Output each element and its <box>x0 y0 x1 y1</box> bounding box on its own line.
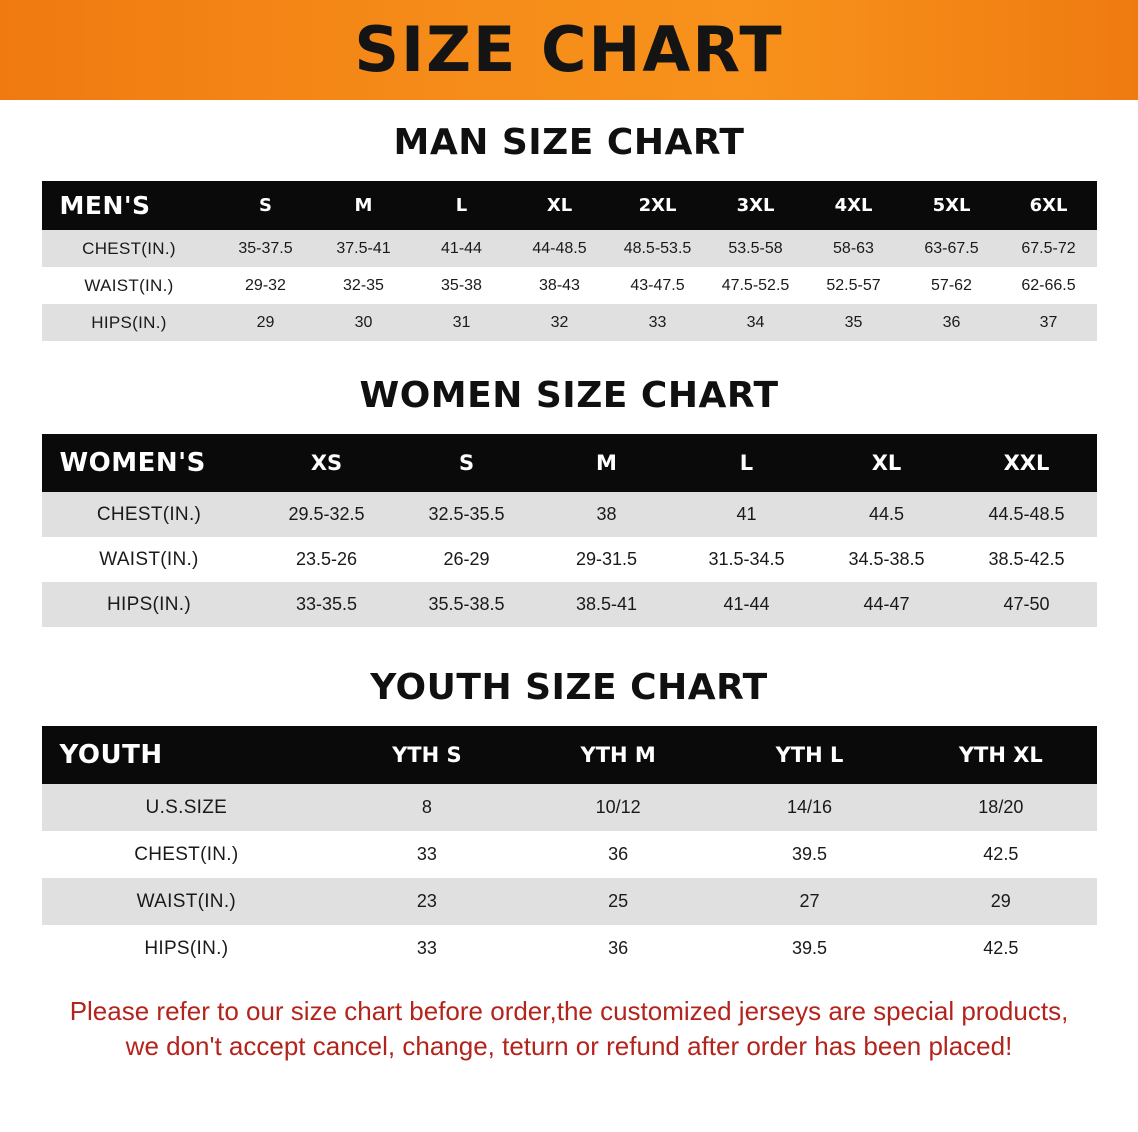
table-cell: 31.5-34.5 <box>677 537 817 582</box>
youth-header-cell: YOUTH <box>42 726 332 784</box>
man-header-cell: M <box>315 181 413 230</box>
table-row <box>42 878 1097 925</box>
table-cell: 35.5-38.5 <box>397 582 537 627</box>
table-cell: 39.5 <box>714 925 905 972</box>
table-cell: 33 <box>331 925 522 972</box>
policy-note <box>40 994 1098 1064</box>
page-title: SIZE CHART <box>354 13 784 86</box>
youth-header-cell: YTH S <box>331 726 522 784</box>
women-header-cell: L <box>677 434 817 492</box>
table-cell: 32 <box>511 304 609 341</box>
table-cell: 58-63 <box>805 230 903 267</box>
women-header-row <box>42 434 1097 492</box>
table-cell: 44-47 <box>817 582 957 627</box>
youth-header-cell: YTH XL <box>905 726 1096 784</box>
row-label: HIPS(IN.) <box>42 925 332 972</box>
table-cell: 33 <box>331 831 522 878</box>
table-cell: 44.5-48.5 <box>957 492 1097 537</box>
table-cell: 53.5-58 <box>707 230 805 267</box>
table-row <box>42 925 1097 972</box>
women-header-cell: M <box>537 434 677 492</box>
policy-note-line-2: we don't accept cancel, change, teturn or refund after order has been placed! <box>125 1031 1013 1062</box>
table-cell: 41 <box>677 492 817 537</box>
table-cell: 34 <box>707 304 805 341</box>
women-header-cell: XS <box>257 434 397 492</box>
table-row <box>42 267 1097 304</box>
man-size-table <box>42 181 1097 341</box>
women-header-cell: S <box>397 434 537 492</box>
table-cell: 14/16 <box>714 784 905 831</box>
table-row <box>42 582 1097 627</box>
row-label: HIPS(IN.) <box>42 582 257 627</box>
table-cell: 67.5-72 <box>1001 230 1097 267</box>
table-cell: 41-44 <box>677 582 817 627</box>
row-label: CHEST(IN.) <box>42 492 257 537</box>
table-cell: 44-48.5 <box>511 230 609 267</box>
man-header-cell: 3XL <box>707 181 805 230</box>
table-cell: 33 <box>609 304 707 341</box>
youth-header-cell: YTH M <box>523 726 714 784</box>
table-cell: 29.5-32.5 <box>257 492 397 537</box>
man-header-cell: 4XL <box>805 181 903 230</box>
table-row <box>42 492 1097 537</box>
table-cell: 29 <box>217 304 315 341</box>
table-cell: 42.5 <box>905 925 1096 972</box>
table-cell: 38.5-42.5 <box>957 537 1097 582</box>
table-cell: 31 <box>413 304 511 341</box>
table-cell: 39.5 <box>714 831 905 878</box>
table-cell: 23 <box>331 878 522 925</box>
page-banner <box>0 0 1138 100</box>
table-cell: 29-31.5 <box>537 537 677 582</box>
table-cell: 35-37.5 <box>217 230 315 267</box>
table-cell: 57-62 <box>903 267 1001 304</box>
table-cell: 42.5 <box>905 831 1096 878</box>
table-cell: 29-32 <box>217 267 315 304</box>
table-cell: 10/12 <box>523 784 714 831</box>
table-cell: 27 <box>714 878 905 925</box>
table-cell: 62-66.5 <box>1001 267 1097 304</box>
table-cell: 44.5 <box>817 492 957 537</box>
table-cell: 38.5-41 <box>537 582 677 627</box>
table-cell: 47-50 <box>957 582 1097 627</box>
man-header-row <box>42 181 1097 230</box>
table-cell: 35 <box>805 304 903 341</box>
women-section-title: WOMEN SIZE CHART <box>359 375 779 416</box>
man-header-cell: L <box>413 181 511 230</box>
table-cell: 48.5-53.5 <box>609 230 707 267</box>
row-label: HIPS(IN.) <box>42 304 217 341</box>
table-cell: 38 <box>537 492 677 537</box>
table-cell: 25 <box>523 878 714 925</box>
table-cell: 35-38 <box>413 267 511 304</box>
women-header-cell: WOMEN'S <box>42 434 257 492</box>
table-cell: 41-44 <box>413 230 511 267</box>
table-cell: 63-67.5 <box>903 230 1001 267</box>
table-cell: 29 <box>905 878 1096 925</box>
man-section-title: MAN SIZE CHART <box>393 122 745 163</box>
table-cell: 33-35.5 <box>257 582 397 627</box>
women-size-table <box>42 434 1097 627</box>
man-header-cell: S <box>217 181 315 230</box>
table-row <box>42 230 1097 267</box>
table-cell: 36 <box>523 925 714 972</box>
row-label: CHEST(IN.) <box>42 230 217 267</box>
row-label: CHEST(IN.) <box>42 831 332 878</box>
man-header-cell: 5XL <box>903 181 1001 230</box>
row-label: WAIST(IN.) <box>42 267 217 304</box>
row-label: WAIST(IN.) <box>42 537 257 582</box>
man-header-cell: XL <box>511 181 609 230</box>
women-header-cell: XXL <box>957 434 1097 492</box>
youth-header-row <box>42 726 1097 784</box>
table-row <box>42 304 1097 341</box>
table-row <box>42 784 1097 831</box>
youth-section-title: YOUTH SIZE CHART <box>370 667 768 708</box>
table-cell: 52.5-57 <box>805 267 903 304</box>
table-cell: 32-35 <box>315 267 413 304</box>
table-cell: 34.5-38.5 <box>817 537 957 582</box>
row-label: WAIST(IN.) <box>42 878 332 925</box>
table-cell: 37.5-41 <box>315 230 413 267</box>
man-header-cell: MEN'S <box>42 181 217 230</box>
table-cell: 38-43 <box>511 267 609 304</box>
women-header-cell: XL <box>817 434 957 492</box>
table-cell: 23.5-26 <box>257 537 397 582</box>
row-label: U.S.SIZE <box>42 784 332 831</box>
table-cell: 36 <box>523 831 714 878</box>
youth-header-cell: YTH L <box>714 726 905 784</box>
table-cell: 43-47.5 <box>609 267 707 304</box>
table-cell: 26-29 <box>397 537 537 582</box>
policy-note-line-1: Please refer to our size chart before order,the customized jerseys are special products, <box>69 996 1069 1026</box>
man-header-cell: 6XL <box>1001 181 1097 230</box>
table-cell: 36 <box>903 304 1001 341</box>
table-cell: 18/20 <box>905 784 1096 831</box>
youth-size-table <box>42 726 1097 972</box>
table-cell: 30 <box>315 304 413 341</box>
table-row <box>42 537 1097 582</box>
man-header-cell: 2XL <box>609 181 707 230</box>
table-cell: 37 <box>1001 304 1097 341</box>
table-row <box>42 831 1097 878</box>
table-cell: 47.5-52.5 <box>707 267 805 304</box>
table-cell: 32.5-35.5 <box>397 492 537 537</box>
table-cell: 8 <box>331 784 522 831</box>
